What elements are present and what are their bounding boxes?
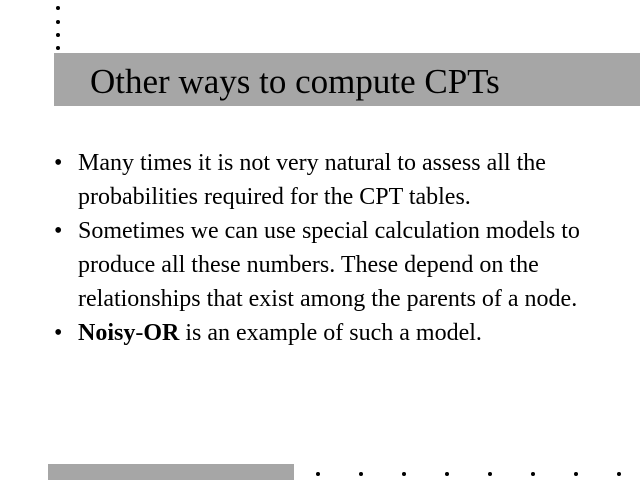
term-noisy: Noisy — [78, 320, 136, 346]
dot — [56, 33, 60, 37]
dot — [56, 6, 60, 10]
dot — [359, 472, 363, 476]
bullet-text: Sometimes we can use special calculation models to produce all these numbers. These depend on the relationships that exist among the parents of a node. — [78, 218, 580, 312]
bullet-dot: • — [54, 150, 63, 176]
dot — [574, 472, 578, 476]
dot — [56, 20, 60, 24]
bullet-item — [54, 316, 624, 350]
bullet-dot: • — [54, 320, 63, 346]
bullet-text: Many times it is not very natural to assess all the probabilities required for the CPT tables. — [78, 150, 546, 210]
dot — [617, 472, 621, 476]
term-or: OR — [143, 320, 180, 346]
dot — [402, 472, 406, 476]
dot — [531, 472, 535, 476]
decorative-dots-horizontal — [316, 472, 626, 478]
bullet-item — [54, 146, 624, 214]
bullet-text — [78, 320, 482, 346]
bullet-list — [54, 146, 624, 350]
bullet-item — [54, 214, 624, 316]
decorative-dots-vertical — [56, 6, 62, 50]
dot — [56, 46, 60, 50]
bullet-dot: • — [54, 218, 63, 244]
bullet-rest-text: is an example of such a model. — [179, 320, 482, 346]
slide-title: Other ways to compute CPTs — [90, 62, 500, 101]
title-bar — [54, 53, 640, 106]
dot — [445, 472, 449, 476]
footer-bar — [48, 464, 294, 480]
dot — [316, 472, 320, 476]
dot — [488, 472, 492, 476]
term-dash: - — [135, 320, 144, 346]
